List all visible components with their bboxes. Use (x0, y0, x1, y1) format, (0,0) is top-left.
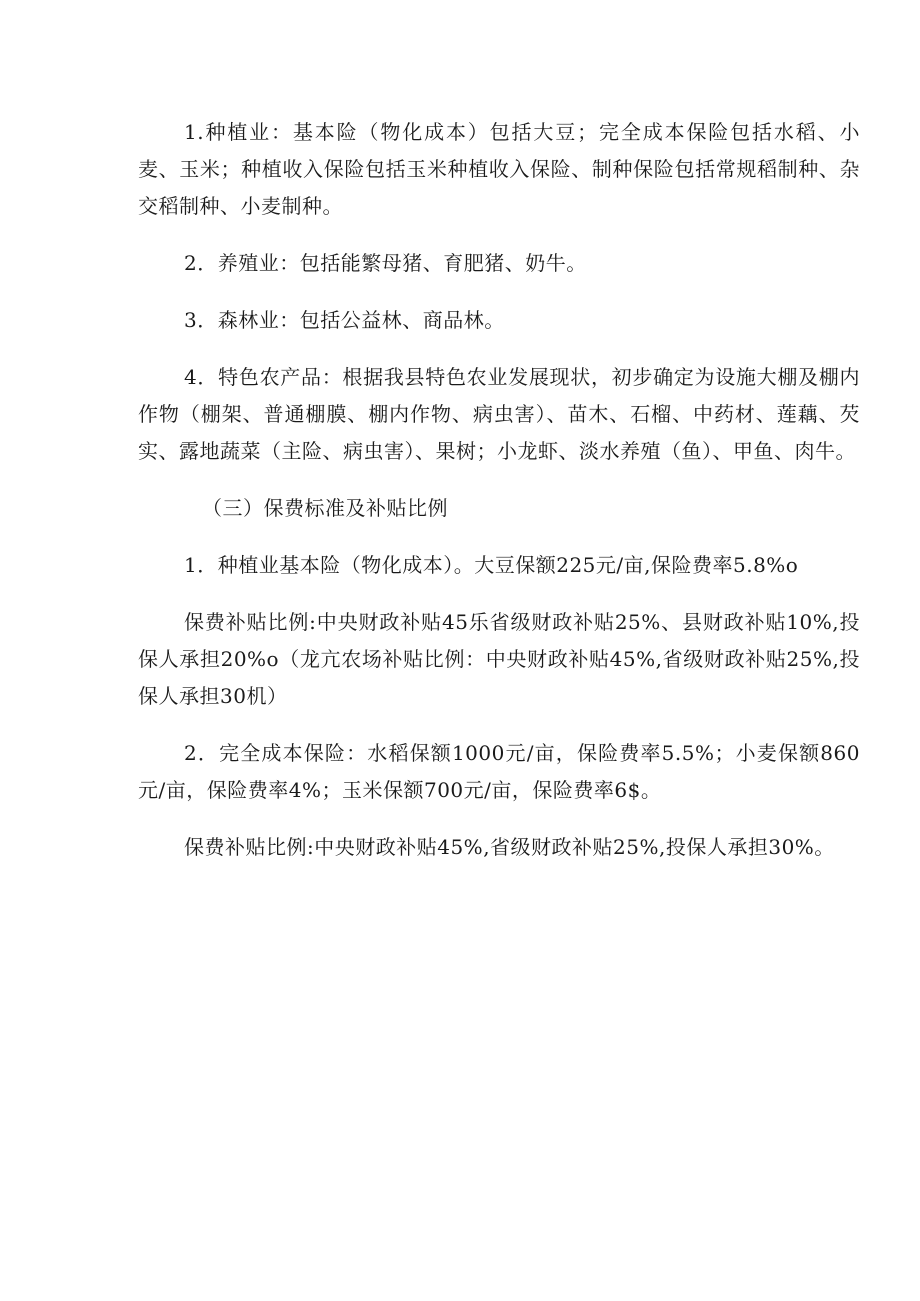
paragraph-subsidy-ratio-1: 保费补贴比例:中央财政补贴45乐省级财政补贴25%、县财政补贴10%,投保人承担20%o（龙亢农场补贴比例：中央财政补贴45%,省级财政补贴25%,投保人承担30机） (138, 610, 860, 708)
paragraph-forestry: 3．森林业：包括公益林、商品林。 (184, 308, 505, 332)
paragraph-full-cost-insurance: 2．完全成本保险：水稻保额1000元/亩，保险费率5.5%；小麦保额860元/亩，保险费率4%；玉米保额700元/亩，保险费率6$。 (138, 741, 860, 802)
paragraph-subsidy-ratio-2: 保费补贴比例:中央财政补贴45%,省级财政补贴25%,投保人承担30%。 (184, 835, 835, 859)
section-heading: （三）保费标准及补贴比例 (202, 496, 448, 520)
paragraph-basic-insurance: 1．种植业基本险（物化成本）。大豆保额225元/亩,保险费率5.8%o (184, 553, 799, 577)
document-body (138, 114, 860, 886)
paragraph-planting: 1.种植业：基本险（物化成本）包括大豆；完全成本保险包括水稻、小麦、玉米；种植收入保险包括玉米种植收入保险、制种保险包括常规稻制种、杂交稻制种、小麦制种。 (138, 120, 860, 218)
paragraph-breeding: 2．养殖业：包括能繁母猪、育肥猪、奶牛。 (184, 251, 587, 275)
paragraph-specialty-products: 4．特色农产品：根据我县特色农业发展现状，初步确定为设施大棚及棚内作物（棚架、普通棚膜、棚内作物、病虫害）、苗木、石榴、中药材、莲藕、芡实、露地蔬菜（主险、病虫害）、果树；小龙虾、淡水养殖（鱼）、甲鱼、肉牛。 (138, 365, 860, 463)
